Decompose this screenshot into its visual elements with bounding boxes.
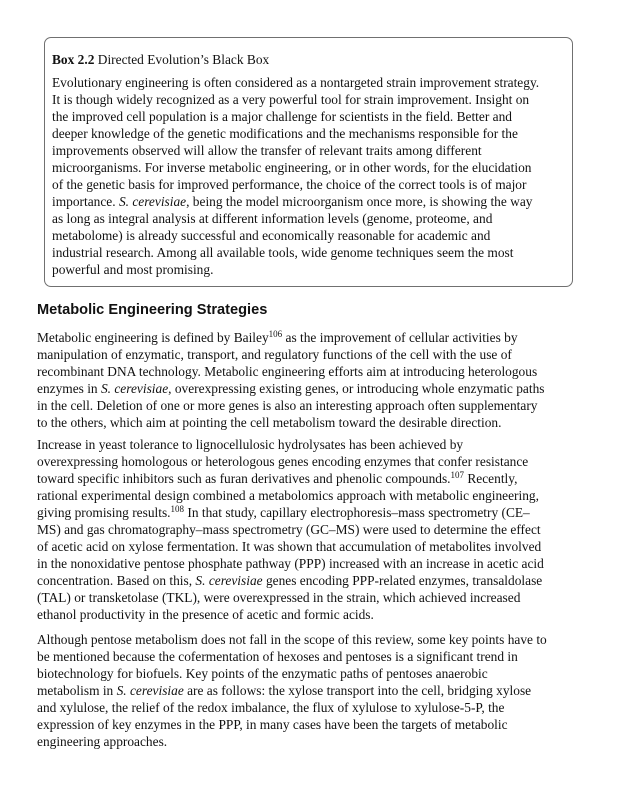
text-line: ethanol productivity in the presence of acetic and formic acids. bbox=[37, 607, 374, 622]
box-title-text: Directed Evolution’s Black Box bbox=[94, 52, 270, 67]
paragraph-3 bbox=[37, 631, 582, 750]
text-line: importance. S. cerevisiae, being the model microorganism once more, is showing the way bbox=[52, 194, 533, 209]
text-line: in the cell. Deletion of one or more genes is also an interesting approach often supplementary bbox=[37, 398, 538, 413]
text-line: powerful and most promising. bbox=[52, 262, 214, 277]
text-line: (TAL) or transketolase (TKL), were overexpressed in the strain, which achieved increased bbox=[37, 590, 521, 605]
text-line: metabolome) is already successful and economically reasonable for academic and bbox=[52, 228, 491, 243]
species-name: S. cerevisiae bbox=[195, 573, 263, 588]
text-line: microorganisms. For inverse metabolic engineering, or in other words, for the elucidation bbox=[52, 160, 532, 175]
text-line: engineering approaches. bbox=[37, 734, 168, 749]
section-heading: Metabolic Engineering Strategies bbox=[37, 302, 268, 318]
text-line: Evolutionary engineering is often considered as a nontargeted strain improvement strategy. bbox=[52, 75, 540, 90]
text-line: MS) and gas chromatography–mass spectrometry (GC–MS) were used to determine the effect bbox=[37, 522, 541, 537]
text-box bbox=[44, 37, 573, 287]
text-line: rational experimental design combined a metabolomics approach with metabolic engineering, bbox=[37, 488, 539, 503]
paragraph-2 bbox=[37, 436, 582, 623]
paragraph-1 bbox=[37, 329, 582, 431]
text-line: and xylulose, the relief of the redox imbalance, the flux of xylulose to xylulose-5-P, the bbox=[37, 700, 505, 715]
citation-ref: 107 bbox=[450, 470, 465, 480]
species-name: S. cerevisiae bbox=[116, 683, 184, 698]
species-name: S. cerevisiae bbox=[118, 194, 187, 209]
text-line: of the genetic basis for improved performance, the choice of the correct tools is of major bbox=[52, 177, 527, 192]
text-line: expression of key enzymes in the PPP, in many cases have been the targets of metabolic bbox=[37, 717, 508, 732]
text-line: metabolism in S. cerevisiae are as follows: the xylose transport into the cell, bridging xylose bbox=[37, 683, 532, 698]
box-title bbox=[52, 51, 566, 68]
text-line: deeper knowledge of the genetic modifications and the mechanisms responsible for the bbox=[52, 126, 518, 141]
text-line: of acetic acid on xylose fermentation. It was shown that accumulation of metabolites involved bbox=[37, 539, 542, 554]
species-name: S. cerevisiae bbox=[100, 381, 169, 396]
text-line: the improved cell population is a major challenge for scientists in the field. Better and bbox=[52, 109, 512, 124]
citation-ref: 108 bbox=[170, 504, 185, 514]
text-line: biotechnology for biofuels. Key points of the enzymatic paths of pentoses anaerobic bbox=[37, 666, 488, 681]
text-line: as long as integral analysis at different information levels (genome, proteome, and bbox=[52, 211, 493, 226]
text-line: recombinant DNA technology. Metabolic engineering efforts aim at introducing heterologous bbox=[37, 364, 538, 379]
text-line: toward specific inhibitors such as furan derivatives and phenolic compounds.$^{107}$ Recently, bbox=[37, 470, 518, 486]
text-line: enzymes in S. cerevisiae, overexpressing existing genes, or introducing whole enzymatic paths bbox=[37, 381, 545, 396]
text-line: Metabolic engineering is defined by Bailey$^{106}$ as the improvement of cellular activities by bbox=[37, 329, 518, 345]
citation-ref: 106 bbox=[268, 329, 283, 339]
text-line: Increase in yeast tolerance to lignocellulosic hydrolysates has been achieved by bbox=[37, 437, 464, 452]
text-line: It is though widely recognized as a very powerful tool for strain improvement. Insight on bbox=[52, 92, 530, 107]
text-line: overexpressing homologous or heterologous genes encoding enzymes that confer resistance bbox=[37, 454, 529, 469]
text-line: giving promising results.$^{108}$ In that study, capillary electrophoresis–mass spectrometry (CE– bbox=[37, 504, 530, 520]
text-line: concentration. Based on this, S. cerevisiae genes encoding PPP-related enzymes, transaldolase bbox=[37, 573, 543, 588]
text-line: to the others, which aim at pointing the cell metabolism toward the desirable direction. bbox=[37, 415, 502, 430]
box-body bbox=[52, 74, 566, 278]
text-line: manipulation of enzymatic, transport, and regulatory functions of the cell with the use of bbox=[37, 347, 512, 362]
text-line: be mentioned because the cofermentation of hexoses and pentoses is a significant trend in bbox=[37, 649, 518, 664]
text-line: industrial research. Among all available tools, wide genome techniques seem the most bbox=[52, 245, 514, 260]
box-label: Box 2.2 bbox=[52, 52, 95, 67]
text-line: improvements observed will allow the transfer of relevant traits among different bbox=[52, 143, 482, 158]
text-line: Although pentose metabolism does not fall in the scope of this review, some key points have to bbox=[37, 632, 547, 647]
text-line: in the nonoxidative pentose phosphate pathway (PPP) increased with an increase in acetic acid bbox=[37, 556, 544, 571]
